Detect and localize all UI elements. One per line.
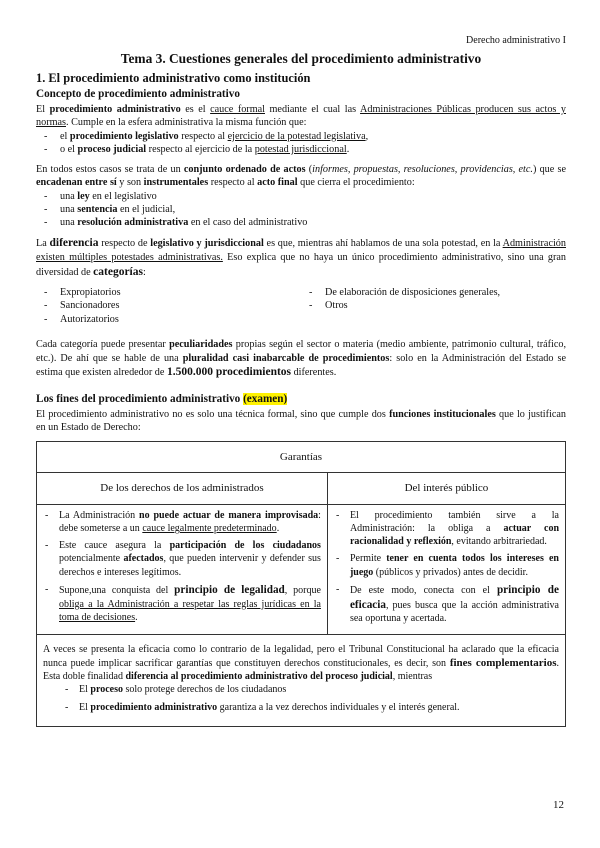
public-interest-cell [327,504,565,634]
fines-intro-paragraph [36,408,566,435]
text: En todos estos casos se trata de un [36,163,184,175]
text: diferentes. [291,366,337,378]
list-item [36,143,566,156]
text: potencialmente [59,553,124,565]
text: proceso judicial [77,144,147,156]
text: propias según el sector o materia (medio ambiente, patrimonio cultural, tráfico, etc.). De ahí que se hable de una [36,339,567,364]
text: cauce legalmente predeterminado [142,523,277,535]
final-act-list [36,190,566,230]
text: funciones institucionales [389,408,496,420]
category-list-right [301,286,566,326]
text: mediante el cual las [264,103,361,115]
text: . [346,144,350,156]
text: peculiaridades [169,339,233,351]
list-item [36,216,566,229]
category-columns [36,286,566,332]
text: fines complementarios [449,656,557,669]
text: Administraciones Públicas producen sus actos y normas [36,103,566,129]
text: que lo justifican en un Estado de Derecho: [36,408,566,434]
text: participación de los ciudadanos [169,540,321,552]
text: cauce formal [210,103,265,115]
text: Este cauce asegura la [59,540,170,552]
document-page [36,30,566,727]
text: pluralidad casi inabarcable de procedimientos [182,352,390,364]
text: principio de eficacia [349,583,559,611]
running-header: Derecho administrativo I [466,35,566,46]
list-item: - Expropiatorios [36,286,301,299]
text: ( [305,163,313,175]
text: respecto al [178,130,228,142]
text: , pues busca que la acción administrativa sea oportuna y acertada. [349,599,559,625]
table-title: Garantías [37,441,566,473]
concept-paragraph [36,103,566,130]
note-paragraph [43,643,559,684]
text: ejercicio de la potestad legislativa [227,130,366,142]
text: diferencia al procedimiento administrativo del proceso judicial [125,671,393,683]
text: instrumentales [143,177,209,189]
text: respecto al [208,177,258,189]
text: Supone,una conquista del [59,584,175,596]
text: garantiza a la vez derechos individuales y el interés general. [217,701,460,713]
text: A veces se presenta la eficacia como lo contrario de la legalidad, pero el Tribunal Constitucional ha aclarado que la eficacia nunca puede implicar sacrificar garantías que constituyen derechos constitucionales, es decir, son [43,643,559,669]
text: categorías [93,265,143,278]
acts-paragraph [36,163,566,190]
text: el [60,130,70,142]
text: . [276,523,280,535]
list-item [334,509,559,549]
text: afectados [123,553,164,565]
text: . [135,611,138,623]
text: o el [60,144,78,156]
text: , que pueden intervenir y defender sus derechos e intereses legítimos. [59,553,321,578]
text: Los fines del procedimiento administrativo [36,393,244,406]
text: De este modo, conecta con el [349,584,497,596]
text: 1.500.000 procedimientos [166,365,292,378]
text: respecto de [98,237,151,249]
text: respecto al ejercicio de la [146,144,255,156]
text: diferencia [49,236,99,249]
text: El [79,701,91,713]
list-item [334,583,559,626]
text: obliga a la Administración a respetar las reglas jurídicas en la toma de decisiones [59,598,321,623]
text: en el legislativo [89,190,157,202]
text: La Administración [59,509,140,521]
text: en el caso del administrativo [188,217,308,229]
column-header: De los derechos de los administrados [37,473,328,505]
text: principio de legalidad [174,583,285,596]
text: sentencia [77,204,118,216]
rights-cell [37,504,328,634]
text: : [142,266,146,278]
text: La [36,237,50,249]
column-header: Del interés público [327,473,565,505]
list-item [43,539,321,579]
text: : debe someterse a un [59,509,321,535]
text: Eso explica que no haya un único procedimiento administrativo, sino una gran diversidad de [36,252,566,278]
text: ) que se [532,163,566,175]
peculiarities-paragraph [36,338,566,380]
section-heading: 1. El procedimiento administrativo como institución [36,70,311,85]
text: , evitando arbitrariedad. [451,536,547,548]
list-item: - De elaboración de disposiciones generales, [301,286,566,299]
text: una [60,217,78,229]
list-item: - Autorizatorios [36,313,301,326]
text: acto final [257,177,298,189]
text: , porque [284,584,321,596]
text: no puede actuar de manera improvisada [139,509,319,521]
text: conjunto ordenado de actos [183,163,306,175]
text: procedimiento legislativo [69,130,179,142]
list-item [63,683,559,696]
list-item [43,509,321,535]
text: , [365,130,369,142]
text: , mientras [392,671,433,683]
text: informes, propuestas, resoluciones, providencias, etc. [312,163,533,175]
text: resolución administrativa [77,217,189,229]
page-title: Tema 3. Cuestiones generales del procedimiento administrativo [120,51,482,66]
exam-highlight: (examen) [243,393,288,406]
list-item [334,552,559,578]
text: El procedimiento también sirve a la Administración: la obliga a [349,509,559,535]
list-item: - Otros [301,299,566,312]
text: que cierra el procedimiento: [297,177,415,189]
section-heading-fines [36,392,566,407]
list-item: - Sancionadores [36,299,301,312]
page-number: 12 [553,799,564,811]
text: una [60,204,78,216]
text: solo protege derechos de los ciudadanos [122,684,287,696]
text: Permite [349,553,387,565]
text: en el judicial, [117,204,176,216]
text: . Esta doble finalidad [43,657,559,683]
text: Cada categoría puede presentar [36,339,170,351]
text: es que, mientras ahí hablamos de una sola potestad, en la [263,237,503,249]
text: una [60,190,78,202]
text: actuar con racionalidad y reflexión [349,523,560,548]
text: y son [116,177,144,189]
text: . Cumple en la esfera administrativa la misma función que: [66,117,307,129]
text: legislativo y jurisdiccional [150,237,264,249]
text: procedimiento administrativo [49,103,181,115]
table-footer-note [37,634,566,726]
function-list [36,130,566,157]
text: Administración existen múltiples potestades administrativas. [36,237,566,264]
list-item [43,583,321,624]
text: encadenan entre sí [36,177,117,189]
subsection-heading: Concepto de procedimiento administrativo [36,88,240,101]
text: proceso [90,684,123,696]
text: ley [77,190,90,202]
category-list-left [36,286,301,326]
list-item [36,130,566,143]
text: : solo en la Administración del Estado se estima que existen alrededor de [36,352,566,378]
text: procedimiento administrativo [90,701,218,713]
text: (públicos y privados) antes de decidir. [373,566,528,578]
text: potestad jurisdiccional [254,144,347,156]
text: El procedimiento administrativo no es solo una técnica formal, sino que cumple dos [36,408,390,420]
difference-paragraph [36,236,566,280]
text: tener en cuenta todos los intereses en juego [349,553,559,578]
list-item [63,701,559,714]
guarantees-table [36,441,566,727]
text: El [36,103,50,115]
text: es el [180,103,211,115]
text: El [79,684,91,696]
list-item [36,203,566,216]
list-item [36,190,566,203]
